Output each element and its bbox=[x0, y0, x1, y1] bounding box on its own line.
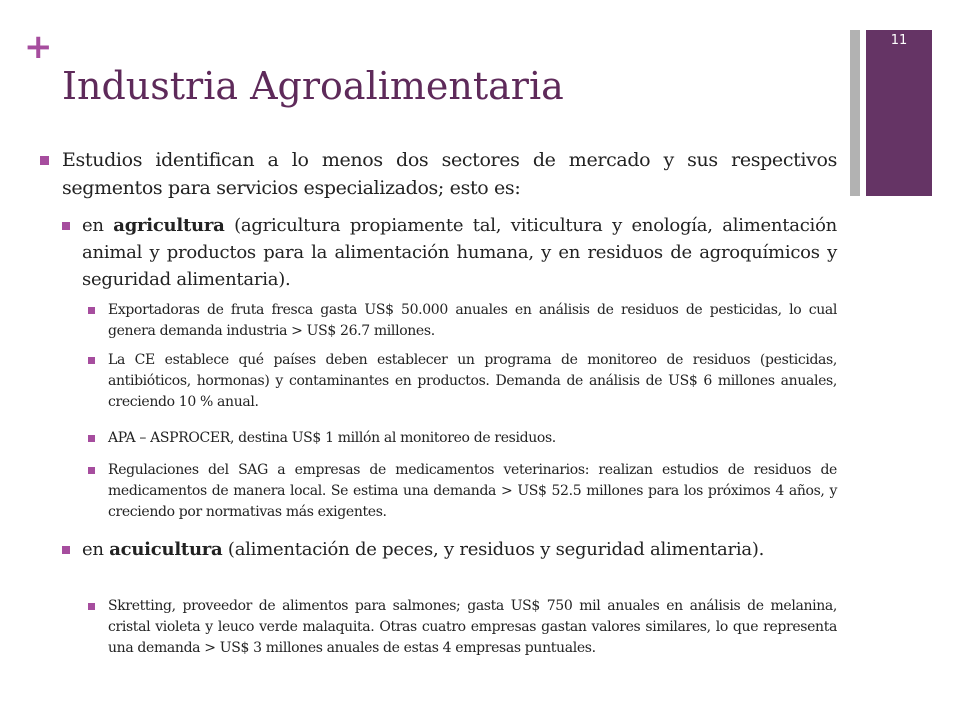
decorative-bar-gray bbox=[850, 30, 860, 196]
bullet-square-icon bbox=[40, 156, 49, 165]
bullet-square-icon bbox=[88, 467, 95, 474]
slide-number: 11 bbox=[890, 33, 908, 48]
list-item bbox=[108, 300, 837, 342]
intro-text: Estudios identifican a lo menos dos sectores de mercado y sus respectivos segmentos para servicios especializados; esto es: bbox=[62, 149, 837, 199]
bullet-square-icon bbox=[88, 357, 95, 364]
bullet-square-icon bbox=[88, 435, 95, 442]
plus-icon: + bbox=[24, 27, 53, 67]
bullet-square-icon bbox=[62, 546, 70, 554]
agri-description: (agricultura propiamente tal, viticultura y enología, alimentación animal y productos para la alimentación humana, y en residuos de agroquímicos y seguridad alimentaria). bbox=[82, 215, 837, 290]
bullet-agricultura bbox=[82, 212, 837, 293]
list-item bbox=[108, 428, 837, 449]
list-item-text: Skretting, proveedor de alimentos para salmones; gasta US$ 750 mil anuales en análisis de melanina, cristal violeta y leuco verde malaquita. Otras cuatro empresas gastan valores similares, lo que representa una demanda > US$ 3 millones anuales de estas 4 empresas puntuales. bbox=[108, 598, 837, 656]
list-item-text: Regulaciones del SAG a empresas de medicamentos veterinarios: realizan estudios de residuos de medicamentos de manera local. Se estima una demanda > US$ 52.5 millones para los próximos 4 años, y creciendo por normativas más exigentes. bbox=[108, 462, 837, 520]
list-item bbox=[108, 460, 837, 523]
bullet-intro bbox=[62, 146, 837, 202]
decorative-bar-purple bbox=[866, 30, 932, 196]
bullet-square-icon bbox=[88, 307, 95, 314]
acui-prefix: en bbox=[82, 539, 110, 560]
list-item-text: Exportadoras de fruta fresca gasta US$ 50.000 anuales en análisis de residuos de pesticidas, lo cual genera demanda industria > US$ 26.7 millones. bbox=[108, 302, 837, 339]
acui-keyword: acuicultura bbox=[109, 539, 223, 560]
bullet-acuicultura bbox=[82, 536, 837, 563]
slide-title: Industria Agroalimentaria bbox=[62, 64, 564, 108]
agri-prefix: en bbox=[82, 215, 114, 236]
list-item-text: La CE establece qué países deben establecer un programa de monitoreo de residuos (pesticidas, antibióticos, hormonas) y contaminantes en productos. Demanda de análisis de US$ 6 millones anuales, creciendo 10 % anual. bbox=[108, 352, 837, 410]
bullet-square-icon bbox=[88, 603, 95, 610]
agri-keyword: agricultura bbox=[113, 215, 225, 236]
bullet-square-icon bbox=[62, 222, 70, 230]
list-item bbox=[108, 350, 837, 413]
list-item bbox=[108, 596, 837, 659]
list-item-text: APA – ASPROCER, destina US$ 1 millón al monitoreo de residuos. bbox=[108, 430, 556, 446]
acui-description: (alimentación de peces, y residuos y seguridad alimentaria). bbox=[222, 539, 765, 560]
